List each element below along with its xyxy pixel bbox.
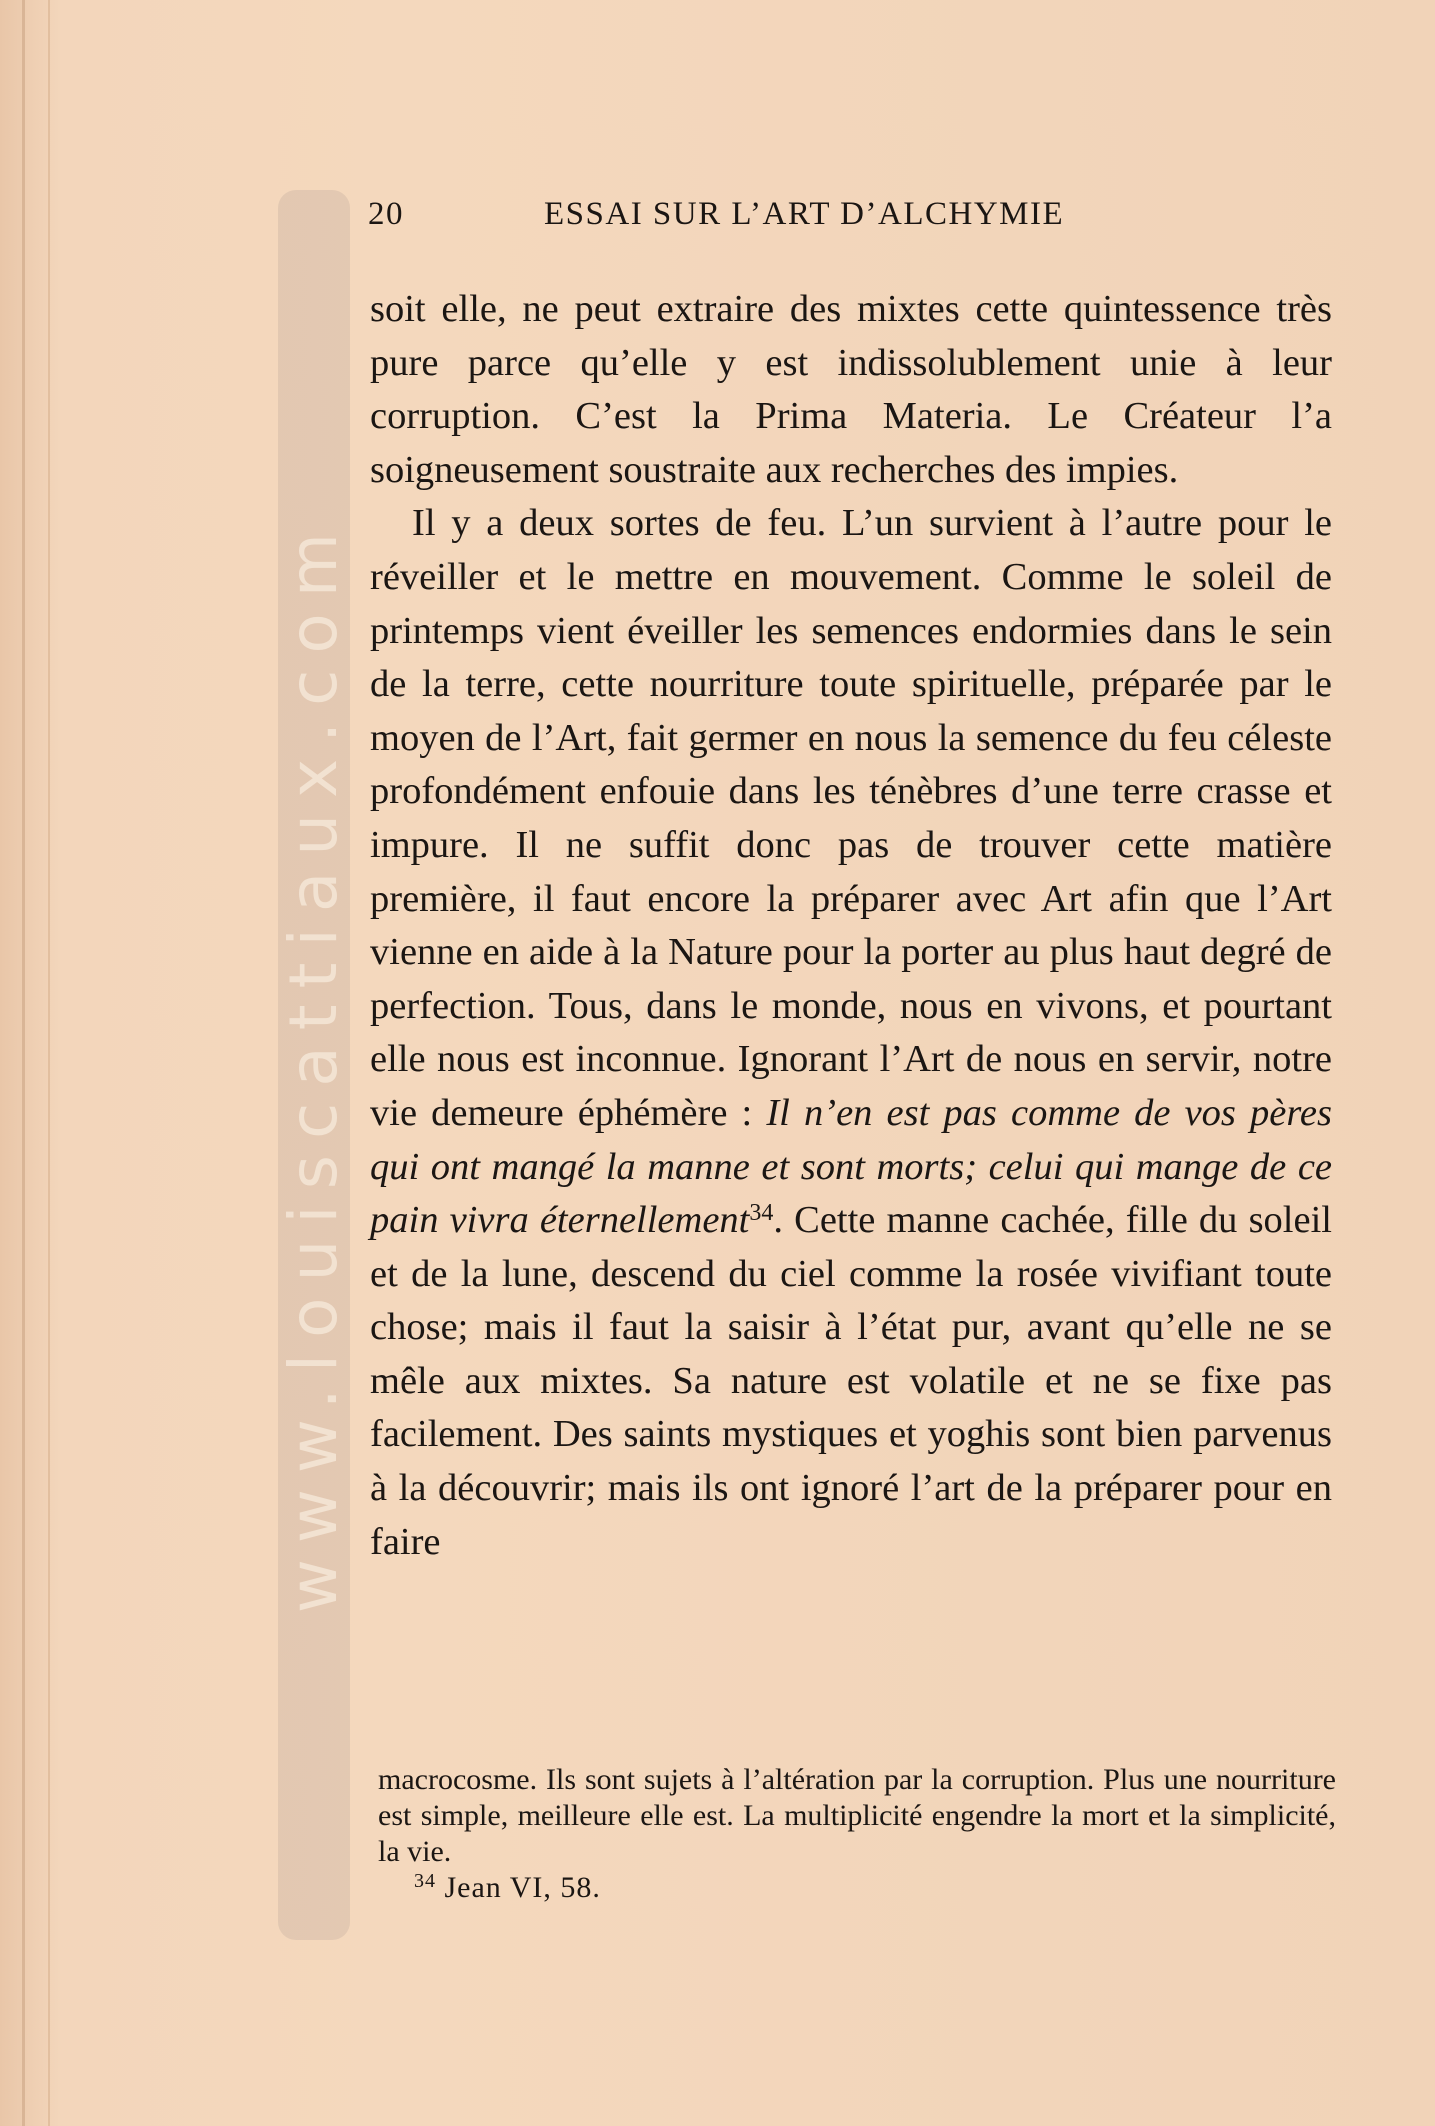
page-edge-line-inner: [48, 0, 50, 2126]
page-header: [368, 196, 1330, 246]
paragraph-two-start: Il y a deux sortes de feu. L’un survient à l’autre pour le réveiller et le mettre en mouvement. Comme le soleil de printemps vient éveiller les semences endormies dans le sein de la terre, cette nourriture toute spirituelle, préparée par le moyen de l’Art, fait germer en nous la semence du feu céleste profondément enfouie dans les ténèbres d’une terre crasse et impure. Il ne suffit donc pas de trouver cette matière première, il faut encore la préparer avec Art afin que l’Art vienne en aide à la Nature pour la porter au plus haut degré de perfection. Tous, dans le monde, nous en vivons, et pourtant elle nous est inconnue. Ignorant l’Art de nous en servir, notre vie demeure éphémère :: [370, 502, 1332, 1134]
scripture-quote: Il n’en est pas comme de vos pères qui ont mangé la manne et sont morts; celui qui mange de ce pain vivra éternellement: [370, 1091, 1332, 1242]
footnote-reference: 34: [749, 1200, 774, 1227]
footnotes: [378, 1762, 1336, 1906]
page-number: 20: [368, 196, 404, 232]
paragraph-continued: soit elle, ne peut extraire des mixtes cette quintessence très pure parce qu’elle y est indissolublement unie à leur corruption. C’est la Prima Materia. Le Créateur l’a soigneusement soustraite aux recherches des impies.: [370, 288, 1332, 491]
body-text: [370, 283, 1332, 1569]
paragraph-two-end: . Cette manne cachée, fille du soleil et de la lune, descend du ciel comme la rosée vivifiant toute chose; mais il faut la saisir à l’état pur, avant qu’elle ne se mêle aux mixtes. Sa nature est volatile et ne se fixe pas facilement. Des saints mystiques et yoghis sont bien parvenus à la découvrir; mais ils ont ignoré l’art de la préparer pour en faire: [370, 1199, 1332, 1563]
paragraph-two-fires: [370, 497, 1332, 1569]
page-edge-line: [22, 0, 25, 2126]
watermark-text: www.louiscattiaux.com: [275, 516, 352, 1614]
running-title: ESSAI SUR L’ART D’ALCHYMIE: [544, 196, 1065, 232]
footnote-number: 34: [414, 1870, 436, 1892]
footnote-continued: macrocosme. Ils sont sujets à l’altération par la corruption. Plus une nourriture est simple, meilleure elle est. La multiplicité engendre la mort et la simplicité, la vie.: [378, 1763, 1336, 1868]
footnote-34: [378, 1870, 1336, 1906]
footnote-text: Jean VI, 58.: [444, 1871, 601, 1904]
